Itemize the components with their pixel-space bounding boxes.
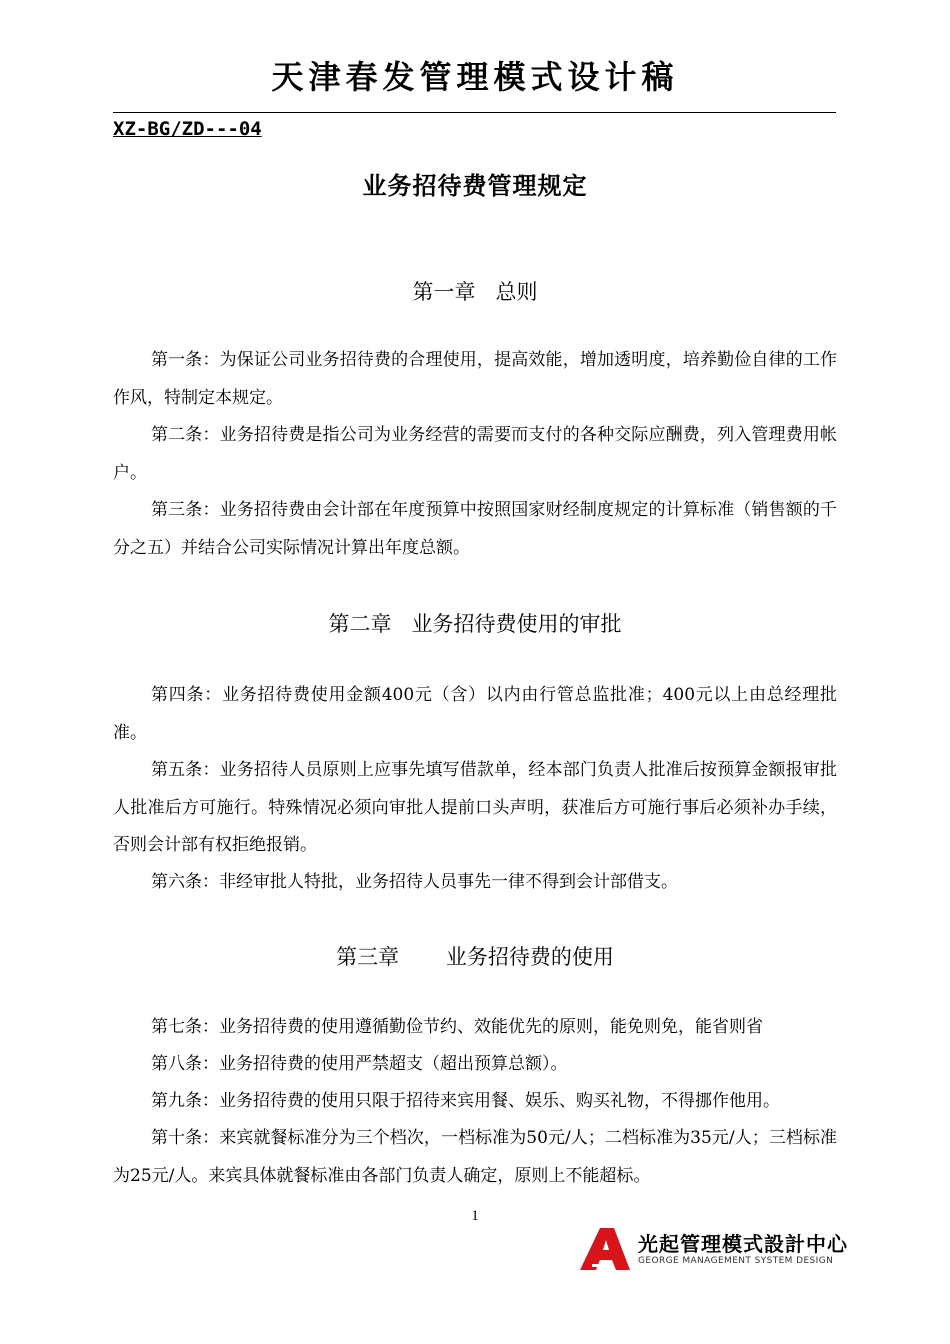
company-title: 天津春发管理模式设计稿 bbox=[271, 58, 679, 96]
chapter-heading: 第一章 总则 bbox=[412, 280, 538, 304]
header-divider bbox=[113, 112, 836, 113]
article-paragraph: 第四条：业务招待费使用金额400元（含）以内由行管总监批准；400元以上由总经理批准。 bbox=[113, 685, 837, 743]
logo-english-name: GEORGE MANAGEMENT SYSTEM DESIGN bbox=[638, 1256, 834, 1266]
article-paragraph: 第一条：为保证公司业务招待费的合理使用，提高效能，增加透明度，培养勤俭自律的工作作风，特制定本规定。 bbox=[113, 350, 837, 408]
article-paragraph: 第六条：非经审批人特批，业务招待人员事先一律不得到会计部借支。 bbox=[151, 872, 678, 892]
document-code: XZ-BG/ZD---04 bbox=[113, 118, 262, 140]
article-paragraph: 第十条：来宾就餐标准分为三个档次，一档标准为50元/人；二档标准为35元/人；三档标准为25元/人。来宾具体就餐标准由各部门负责人确定，原则上不能超标。 bbox=[113, 1128, 837, 1186]
logo-a-mark-icon bbox=[578, 1226, 632, 1272]
document-title: 业务招待费管理规定 bbox=[362, 172, 588, 200]
article-paragraph: 第二条：业务招待费是指公司为业务经营的需要而支付的各种交际应酬费，列入管理费用帐户。 bbox=[113, 425, 837, 483]
logo-chinese-name: 光起管理模式設計中心 bbox=[638, 1232, 848, 1256]
chapter-heading: 第三章 业务招待费的使用 bbox=[336, 945, 614, 969]
article-paragraph: 第九条：业务招待费的使用只限于招待来宾用餐、娱乐、购买礼物，不得挪作他用。 bbox=[151, 1091, 780, 1111]
article-paragraph: 第五条：业务招待人员原则上应事先填写借款单，经本部门负责人批准后按预算金额报审批人批准后方可施行。特殊情况必须向审批人提前口头声明，获准后方可施行事后必须补办手续，否则会计部有权拒绝报销。 bbox=[113, 760, 837, 855]
page-number: 1 bbox=[471, 1208, 479, 1224]
article-paragraph: 第七条：业务招待费的使用遵循勤俭节约、效能优先的原则，能免则免，能省则省 bbox=[151, 1017, 763, 1037]
chapter-heading: 第二章 业务招待费使用的审批 bbox=[328, 612, 622, 636]
article-paragraph: 第三条：业务招待费由会计部在年度预算中按照国家财经制度规定的计算标准（销售额的千分之五）并结合公司实际情况计算出年度总额。 bbox=[113, 500, 837, 558]
article-paragraph: 第八条：业务招待费的使用严禁超支（超出预算总额）。 bbox=[151, 1054, 568, 1074]
company-logo bbox=[578, 1226, 848, 1272]
